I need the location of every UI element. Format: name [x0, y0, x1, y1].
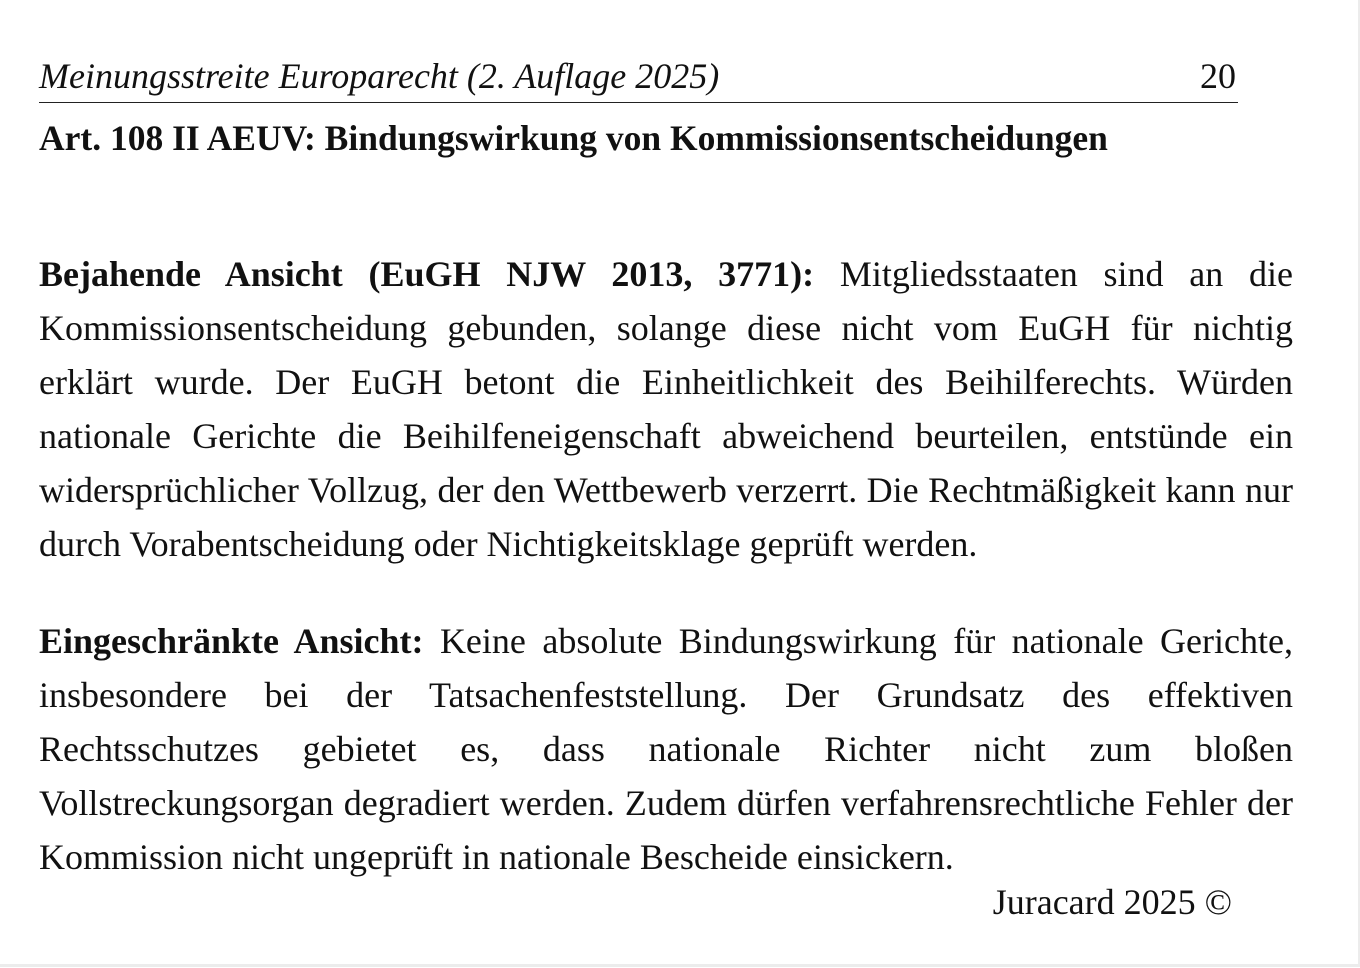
opinion-restricted — [39, 614, 1293, 884]
running-header — [39, 50, 1238, 103]
book-title: Meinungsstreite Europarecht (2. Auflage 2025) — [39, 56, 720, 96]
copyright-notice: Juracard 2025 © — [992, 882, 1232, 922]
article-title: Art. 108 II AEUV: Bindungswirkung von Kommissionsentscheidungen — [39, 118, 1108, 158]
opinion-label: Eingeschränkte Ansicht: — [39, 621, 424, 661]
opinion-text: Keine absolute Bindungswirkung für nationale Gerichte, insbesondere bei der Tatsachenfeststellung. Der Grundsatz des effektiven Rechtsschutzes gebietet es, dass nationale Richter nicht zum bloßen Vollstreckungsorgan degradiert werden. Zudem dürfen verfahrensrechtliche Fehler der Kommission nicht ungeprüft in nationale Bescheide einsickern. — [39, 621, 1293, 877]
opinion-text: Mitgliedsstaaten sind an die Kommissionsentscheidung gebunden, solange diese nicht vom EuGH für nichtig erklärt wurde. Der EuGH betont die Einheitlichkeit des Beihilferechts. Würden nationale Gerichte die Beihilfeneigenschaft abweichend beurteilen, entstünde ein widersprüchlicher Vollzug, der den Wettbewerb verzerrt. Die Rechtmäßigkeit kann nur durch Vorabentscheidung oder Nichtigkeitsklage geprüft werden. — [39, 254, 1293, 564]
page-number: 20 — [1200, 56, 1236, 96]
opinion-affirmative — [39, 247, 1293, 571]
opinion-label: Bejahende Ansicht (EuGH NJW 2013, 3771): — [39, 254, 815, 294]
